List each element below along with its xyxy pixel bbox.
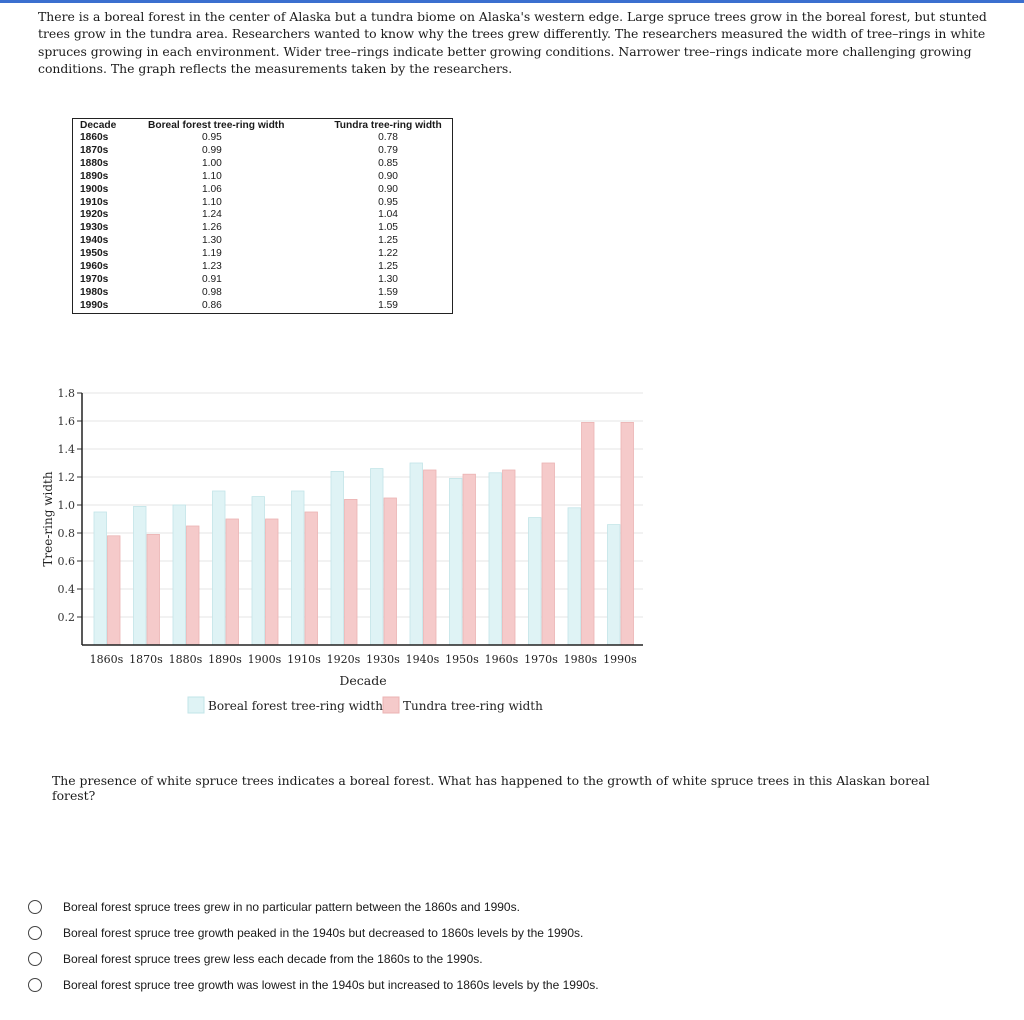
y-tick-label: 1.4 [57, 443, 75, 456]
x-tick-label: 1920s [326, 653, 361, 666]
decade-cell: 1940s [80, 235, 109, 247]
tundra-cell: 0.85 [378, 157, 398, 169]
tundra-cell: 0.79 [378, 144, 398, 156]
table-row [73, 145, 453, 158]
decade-cell: 1960s [80, 261, 109, 273]
boreal-bar [134, 506, 147, 645]
boreal-bar [529, 518, 542, 645]
table-body [73, 132, 453, 313]
data-table [72, 118, 453, 314]
tundra-bar [147, 534, 160, 645]
boreal-bar [371, 469, 384, 645]
x-tick-label: 1960s [484, 653, 519, 666]
boreal-bar [410, 463, 423, 645]
decade-cell: 1950s [80, 248, 109, 260]
table-row [73, 261, 453, 274]
y-tick-label: 1.2 [57, 471, 75, 484]
answer-option[interactable] [28, 975, 599, 995]
boreal-bar [608, 525, 621, 645]
boreal-cell: 0.99 [202, 144, 222, 156]
boreal-bar [450, 478, 463, 645]
x-tick-label: 1890s [208, 653, 242, 666]
radio-button[interactable] [28, 952, 42, 966]
y-tick-label: 0.6 [57, 555, 75, 568]
y-tick-label: 0.8 [57, 527, 75, 540]
x-axis-title: Decade [339, 673, 387, 688]
tundra-bar [582, 422, 595, 645]
tundra-cell: 0.90 [378, 183, 398, 195]
x-tick-label: 1900s [247, 653, 282, 666]
table-row [73, 235, 453, 248]
decade-cell: 1900s [80, 183, 109, 195]
table-row [73, 222, 453, 235]
table-header: Tundra tree-ring width [334, 120, 442, 131]
decade-cell: 1910s [80, 196, 109, 208]
boreal-cell: 1.26 [202, 222, 222, 234]
tundra-bar [108, 536, 121, 645]
y-tick-label: 1.0 [57, 499, 75, 512]
top-accent-line [0, 0, 1024, 3]
boreal-bar [331, 471, 344, 645]
x-tick-label: 1930s [366, 653, 400, 666]
decade-cell: 1920s [80, 209, 109, 221]
boreal-cell: 0.86 [202, 299, 222, 311]
table-row [73, 184, 453, 197]
boreal-bar [489, 473, 502, 645]
tundra-cell: 1.59 [378, 286, 398, 298]
boreal-cell: 1.24 [202, 209, 222, 221]
x-tick-label: 1980s [563, 653, 598, 666]
boreal-cell: 0.95 [202, 132, 222, 143]
legend-label: Tundra tree-ring width [403, 699, 543, 713]
tundra-bar [463, 474, 476, 645]
decade-cell: 1980s [80, 286, 109, 298]
option-label[interactable]: Boreal forest spruce tree growth peaked in the 1940s but decreased to 1860s levels by the 1990s. [63, 926, 584, 940]
decade-cell: 1930s [80, 222, 109, 234]
table-row [73, 274, 453, 287]
x-tick-label: 1940s [405, 653, 440, 666]
y-tick-label: 0.2 [57, 611, 75, 624]
intro-paragraph: There is a boreal forest in the center of Alaska but a tundra biome on Alaska's western edge. Large spruce trees grow in the boreal forest, but stunted trees grow in the tundra area. Researchers wanted to know why the trees grew differently. The researchers measured the width of tree–rings in white spruces growing in each environment. Wider tree–rings indicate better growing conditions. Narrower tree–rings indicate more challenging growing conditions. The graph reflects the measurements taken by the researchers. [38, 9, 987, 77]
table-row [73, 158, 453, 171]
x-tick-label: 1910s [287, 653, 321, 666]
tundra-bar [266, 519, 279, 645]
y-axis-title: Tree-ring width [41, 471, 55, 567]
bar-chart [0, 380, 660, 720]
decade-cell: 1970s [80, 273, 109, 285]
tundra-bar [187, 526, 200, 645]
radio-button[interactable] [28, 926, 42, 940]
tundra-bar [305, 512, 318, 645]
table-row [73, 197, 453, 210]
boreal-bar [252, 497, 265, 645]
tundra-bar [345, 499, 358, 645]
tundra-cell: 1.59 [378, 299, 398, 311]
boreal-cell: 1.30 [202, 235, 222, 247]
tundra-bar [542, 463, 555, 645]
table-row [73, 287, 453, 300]
boreal-cell: 1.06 [202, 183, 222, 195]
boreal-cell: 0.98 [202, 286, 222, 298]
tundra-bar [621, 422, 634, 645]
radio-button[interactable] [28, 978, 42, 992]
table-row [73, 209, 453, 222]
y-tick-label: 0.4 [57, 583, 75, 596]
tundra-bar [503, 470, 516, 645]
answer-option[interactable] [28, 923, 583, 943]
boreal-bar [213, 491, 226, 645]
x-tick-label: 1990s [603, 653, 637, 666]
decade-cell: 1880s [80, 157, 109, 169]
table-header: Boreal forest tree-ring width [148, 120, 285, 131]
boreal-cell: 0.91 [202, 273, 222, 285]
y-tick-label: 1.8 [57, 387, 75, 400]
boreal-bar [568, 508, 581, 645]
decade-cell: 1860s [80, 132, 109, 143]
tundra-cell: 1.05 [378, 222, 398, 234]
decade-cell: 1990s [80, 299, 109, 311]
x-tick-label: 1860s [89, 653, 124, 666]
table-header-row [73, 119, 453, 133]
x-tick-label: 1870s [129, 653, 163, 666]
boreal-bar [292, 491, 305, 645]
tundra-bar [226, 519, 239, 645]
decade-cell: 1890s [80, 170, 109, 182]
tundra-bar [424, 470, 437, 645]
legend-swatch [383, 697, 399, 713]
table-header: Decade [80, 120, 117, 131]
option-label[interactable]: Boreal forest spruce trees grew less each decade from the 1860s to the 1990s. [63, 952, 483, 966]
tundra-cell: 1.30 [378, 273, 398, 285]
boreal-cell: 1.10 [202, 196, 222, 208]
tundra-cell: 1.25 [378, 261, 398, 273]
boreal-cell: 1.10 [202, 170, 222, 182]
tundra-cell: 1.25 [378, 235, 398, 247]
x-tick-label: 1950s [445, 653, 479, 666]
boreal-bar [173, 505, 186, 645]
table-row [73, 300, 453, 313]
question-text: The presence of white spruce trees indicates a boreal forest. What has happened to the growth of white spruce trees in this Alaskan boreal forest? [52, 773, 930, 803]
tundra-cell: 1.22 [378, 248, 398, 260]
legend-swatch [188, 697, 204, 713]
tundra-bar [384, 498, 397, 645]
legend-label: Boreal forest tree-ring width [208, 699, 383, 713]
tundra-cell: 0.90 [378, 170, 398, 182]
table-row [73, 171, 453, 184]
x-tick-label: 1970s [524, 653, 558, 666]
x-tick-label: 1880s [168, 653, 203, 666]
boreal-bar [94, 512, 107, 645]
boreal-cell: 1.19 [202, 248, 222, 260]
boreal-cell: 1.23 [202, 261, 222, 273]
option-label[interactable]: Boreal forest spruce tree growth was lowest in the 1940s but increased to 1860s levels by the 1990s. [63, 978, 599, 992]
tundra-cell: 0.78 [378, 132, 398, 143]
boreal-cell: 1.00 [202, 157, 222, 169]
radio-button[interactable] [28, 900, 42, 914]
table-row [73, 248, 453, 261]
tundra-cell: 0.95 [378, 196, 398, 208]
answer-option[interactable] [28, 949, 483, 969]
decade-cell: 1870s [80, 144, 109, 156]
answer-option[interactable] [28, 897, 520, 917]
tundra-cell: 1.04 [378, 209, 398, 221]
table-row [73, 132, 453, 145]
option-label[interactable]: Boreal forest spruce trees grew in no particular pattern between the 1860s and 1990s. [63, 900, 520, 914]
y-tick-label: 1.6 [57, 415, 75, 428]
